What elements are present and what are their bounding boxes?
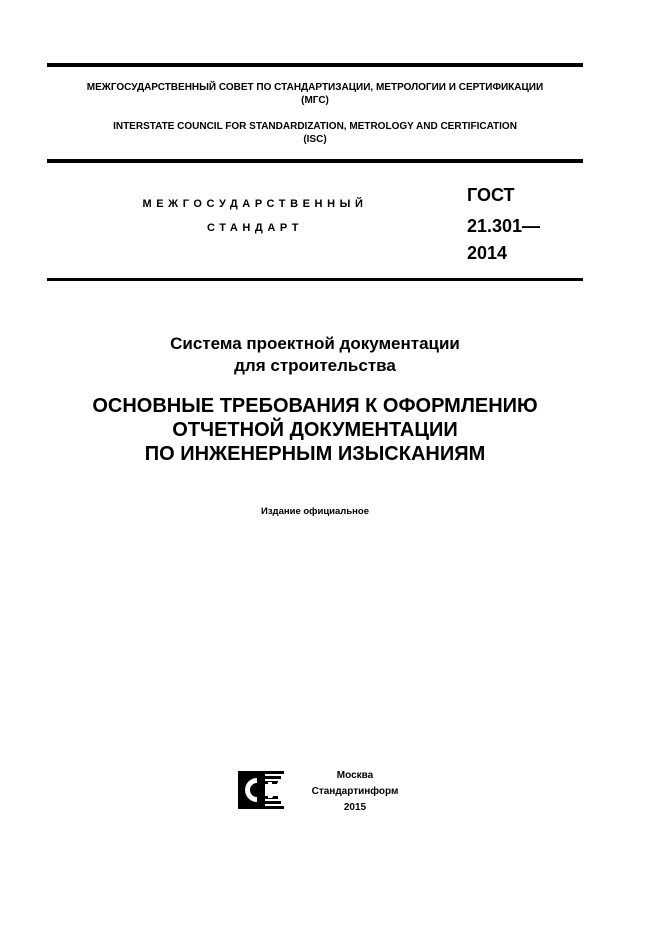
council-en — [47, 120, 583, 146]
main-title-line1: ОСНОВНЫЕ ТРЕБОВАНИЯ К ОФОРМЛЕНИЮ — [92, 395, 538, 417]
standartinform-logo-icon — [235, 768, 287, 812]
standard-label-line2: СТАНДАРТ — [206, 222, 304, 234]
system-title-line1: Система проектной документации — [170, 334, 460, 353]
middle-rule — [47, 159, 583, 163]
gost-prefix: ГОСТ — [467, 185, 515, 205]
council-ru-abbr: (МГС) — [301, 95, 329, 106]
lower-rule — [47, 278, 583, 281]
main-title-line3: ПО ИНЖЕНЕРНЫМ ИЗЫСКАНИЯМ — [144, 443, 486, 465]
top-rule — [47, 63, 583, 67]
council-ru-name: МЕЖГОСУДАРСТВЕННЫЙ СОВЕТ ПО СТАНДАРТИЗАЦИИ, МЕТРОЛОГИИ И СЕРТИФИКАЦИИ — [86, 82, 544, 93]
standard-label-line1: МЕЖГОСУДАРСТВЕННЫЙ — [142, 198, 368, 210]
council-ru — [47, 81, 583, 107]
council-en-name: INTERSTATE COUNCIL FOR STANDARDIZATION, METROLOGY AND CERTIFICATION — [113, 121, 517, 132]
edition-note: Издание официальное — [261, 506, 369, 517]
gost-number: 21.301— — [467, 216, 541, 236]
publisher-name: Стандартинформ — [311, 786, 399, 797]
publisher-year: 2015 — [343, 802, 367, 813]
publisher-city: Москва — [336, 770, 374, 781]
council-en-abbr: (ISC) — [303, 134, 327, 145]
main-title-line2: ОТЧЕТНОЙ ДОКУМЕНТАЦИИ — [172, 419, 458, 441]
system-title-line2: для строительства — [234, 356, 396, 375]
gost-year: 2014 — [467, 243, 508, 263]
